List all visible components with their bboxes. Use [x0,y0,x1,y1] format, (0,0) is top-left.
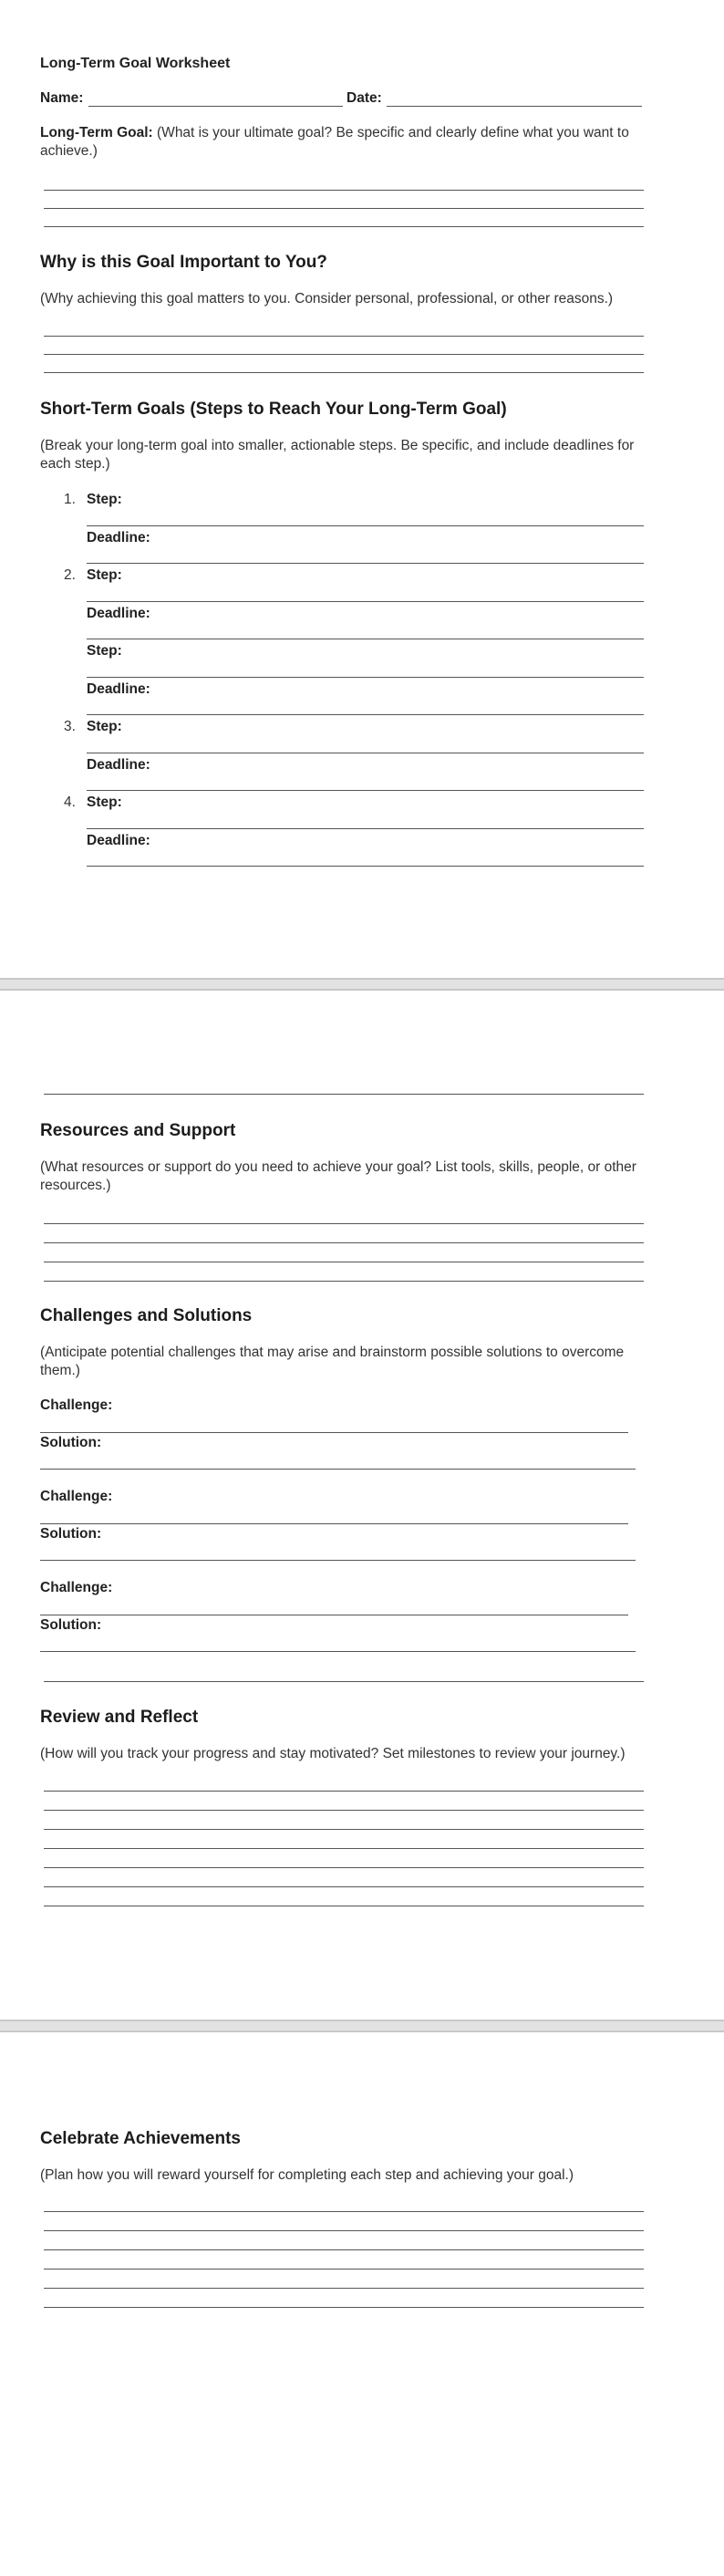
challenge-field[interactable] [40,1523,628,1524]
step-number: 4. [64,795,76,810]
challenges-extra-line[interactable] [44,1681,644,1682]
review-heading: Review and Reflect [40,1708,199,1727]
solution-field[interactable] [40,1469,636,1470]
step-number: 2. [64,567,76,583]
celebrate-line[interactable] [44,2211,644,2212]
deadline-field[interactable] [87,563,644,564]
deadline-label: Deadline: [87,606,150,621]
date-field[interactable] [387,106,642,107]
celebrate-line[interactable] [44,2249,644,2250]
deadline-label: Deadline: [87,681,150,697]
step-field[interactable] [87,525,644,526]
page-2 [0,991,724,2020]
page-separator [0,978,724,991]
name-field[interactable] [88,106,343,107]
long-term-goal-prompt: Long-Term Goal: (What is your ultimate goal? Be specific and clearly define what you want to achieve.) [40,125,629,159]
celebrate-prompt: (Plan how you will reward yourself for completing each step and achieving your goal.) [40,2167,574,2183]
step-label: Step: [87,567,122,583]
challenge-label: Challenge: [40,1580,113,1595]
step-number: 1. [64,492,76,507]
challenges-prompt: (Anticipate potential challenges that may arise and brainstorm possible solutions to overcome them.) [40,1345,625,1378]
why-important-prompt: (Why achieving this goal matters to you. Consider personal, professional, or other reasons.) [40,291,614,306]
step-number: 3. [64,719,76,734]
review-prompt: (How will you track your progress and stay motivated? Set milestones to review your journey.) [40,1746,626,1761]
step-field[interactable] [87,828,644,829]
name-label: Name: [40,90,84,106]
review-line[interactable] [44,1867,644,1868]
resources-prompt: (What resources or support do you need to achieve your goal? List tools, skills, people, or other resources.) [40,1159,636,1193]
why-important-line[interactable] [44,354,644,355]
step-field[interactable] [87,601,644,602]
solution-field[interactable] [40,1560,636,1561]
step-label: Step: [87,795,122,810]
step-label: Step: [87,643,122,659]
worksheet-title: Long-Term Goal Worksheet [40,56,231,71]
celebrate-line[interactable] [44,2230,644,2231]
celebrate-line[interactable] [44,2269,644,2270]
page-1 [0,0,724,978]
deadline-field[interactable] [87,866,644,867]
review-line[interactable] [44,1848,644,1849]
celebrate-line[interactable] [44,2307,644,2308]
resources-line[interactable] [44,1281,644,1282]
celebrate-line[interactable] [44,2288,644,2289]
review-line[interactable] [44,1791,644,1792]
deadline-label: Deadline: [87,530,150,545]
why-important-line[interactable] [44,336,644,337]
challenge-field[interactable] [40,1432,628,1433]
step-label: Step: [87,719,122,734]
solution-label: Solution: [40,1435,102,1450]
short-term-heading: Short-Term Goals (Steps to Reach Your Long-Term Goal) [40,400,507,419]
long-term-goal-line[interactable] [44,190,644,191]
long-term-goal-label: Long-Term Goal: [40,125,153,140]
challenge-label: Challenge: [40,1489,113,1504]
review-line[interactable] [44,1886,644,1887]
step-field[interactable] [87,677,644,678]
celebrate-heading: Celebrate Achievements [40,2129,242,2148]
resources-line[interactable] [44,1242,644,1243]
challenges-heading: Challenges and Solutions [40,1306,253,1325]
solution-field[interactable] [40,1651,636,1652]
page-separator [0,2020,724,2032]
deadline-label: Deadline: [87,833,150,848]
deadline-field[interactable] [87,790,644,791]
page-3 [0,2032,724,2576]
continuation-line[interactable] [44,1094,644,1095]
why-important-line[interactable] [44,372,644,373]
deadline-label: Deadline: [87,757,150,773]
long-term-goal-line[interactable] [44,226,644,227]
review-line[interactable] [44,1810,644,1811]
date-label: Date: [346,90,382,106]
solution-label: Solution: [40,1617,102,1633]
why-important-heading: Why is this Goal Important to You? [40,253,327,272]
challenge-label: Challenge: [40,1397,113,1413]
solution-label: Solution: [40,1526,102,1542]
step-label: Step: [87,492,122,507]
review-line[interactable] [44,1829,644,1830]
resources-line[interactable] [44,1223,644,1224]
long-term-goal-line[interactable] [44,208,644,209]
deadline-field[interactable] [87,714,644,715]
short-term-prompt: (Break your long-term goal into smaller, actionable steps. Be specific, and include deadlines for each step.) [40,438,635,472]
resources-heading: Resources and Support [40,1121,236,1140]
